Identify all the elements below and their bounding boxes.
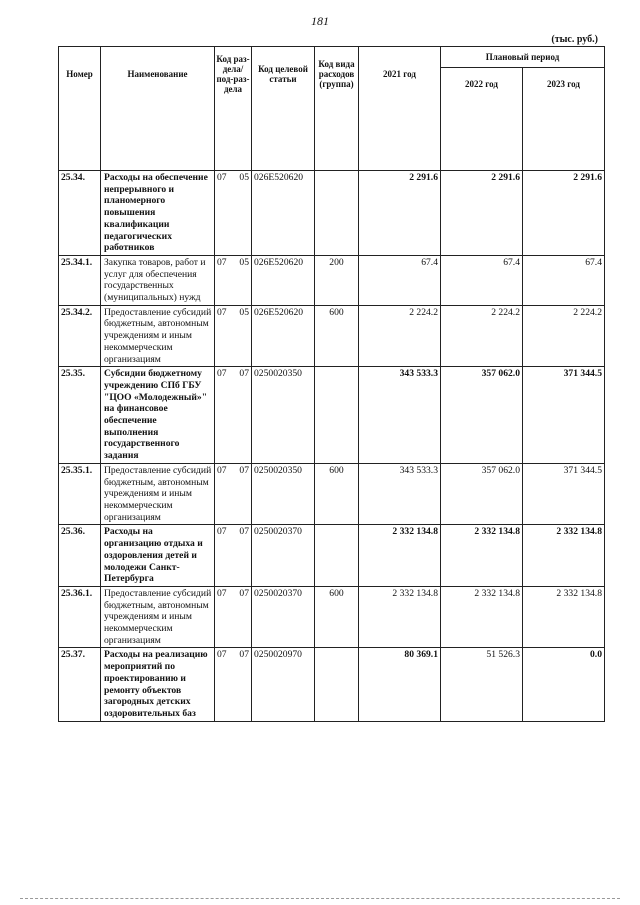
row-name: Предоставление субсидий бюджетным, автономным учреждениям и иным некоммерческим организациям bbox=[101, 586, 215, 648]
row-section: 07 05 bbox=[215, 305, 252, 367]
row-target: 026Е520620 bbox=[252, 305, 315, 367]
row-2023: 2 291.6 bbox=[523, 171, 605, 256]
row-2023: 371 344.5 bbox=[523, 463, 605, 525]
row-group bbox=[315, 525, 359, 587]
row-group: 600 bbox=[315, 305, 359, 367]
row-2021: 343 533.3 bbox=[359, 463, 441, 525]
row-2021: 2 224.2 bbox=[359, 305, 441, 367]
row-2022: 51 526.3 bbox=[441, 648, 523, 721]
row-number: 25.37. bbox=[59, 648, 101, 721]
row-2021: 2 332 134.8 bbox=[359, 586, 441, 648]
header-2023: 2023 год bbox=[523, 68, 605, 101]
header-2021: 2021 год bbox=[359, 47, 441, 101]
row-name: Закупка товаров, работ и услуг для обеспечения государственных (муниципальных) нужд bbox=[101, 255, 215, 305]
row-section: 07 07 bbox=[215, 525, 252, 587]
row-2023: 2 332 134.8 bbox=[523, 586, 605, 648]
row-2022: 357 062.0 bbox=[441, 367, 523, 464]
table-row bbox=[59, 255, 605, 305]
row-name: Расходы на организацию отдыха и оздоровления детей и молодежи Санкт-Петербурга bbox=[101, 525, 215, 587]
row-number: 25.35. bbox=[59, 367, 101, 464]
row-target: 0250020370 bbox=[252, 525, 315, 587]
table-row bbox=[59, 305, 605, 367]
row-2023: 0.0 bbox=[523, 648, 605, 721]
table-row bbox=[59, 586, 605, 648]
row-2023: 2 224.2 bbox=[523, 305, 605, 367]
row-target: 0250020370 bbox=[252, 586, 315, 648]
row-number: 25.34. bbox=[59, 171, 101, 256]
row-2022: 357 062.0 bbox=[441, 463, 523, 525]
row-2023: 371 344.5 bbox=[523, 367, 605, 464]
row-section: 07 07 bbox=[215, 367, 252, 464]
row-target: 026Е520620 bbox=[252, 171, 315, 256]
row-2021: 343 533.3 bbox=[359, 367, 441, 464]
row-group: 600 bbox=[315, 463, 359, 525]
row-2022: 2 224.2 bbox=[441, 305, 523, 367]
row-target: 0250020350 bbox=[252, 463, 315, 525]
row-name: Предоставление субсидий бюджетным, автономным учреждениям и иным некоммерческим организациям bbox=[101, 305, 215, 367]
row-2023: 2 332 134.8 bbox=[523, 525, 605, 587]
row-2023: 67.4 bbox=[523, 255, 605, 305]
row-2022: 2 291.6 bbox=[441, 171, 523, 256]
table-row bbox=[59, 525, 605, 587]
header-plan-period: Плановый период bbox=[441, 47, 605, 68]
row-name: Расходы на обеспечение непрерывного и планомерного повышения квалификации педагогических работников bbox=[101, 171, 215, 256]
table-row bbox=[59, 171, 605, 256]
page-number: 181 bbox=[311, 14, 329, 28]
row-2021: 67.4 bbox=[359, 255, 441, 305]
row-target: 0250020970 bbox=[252, 648, 315, 721]
row-target: 0250020350 bbox=[252, 367, 315, 464]
row-target: 026Е520620 bbox=[252, 255, 315, 305]
units-label: (тыс. руб.) bbox=[551, 34, 598, 45]
row-group: 200 bbox=[315, 255, 359, 305]
row-group bbox=[315, 171, 359, 256]
row-name: Расходы на реализацию мероприятий по проектированию и ремонту объектов загородных детских оздоровительных баз bbox=[101, 648, 215, 721]
header-group: Код вида расходов (группа) bbox=[315, 47, 359, 101]
table-row bbox=[59, 648, 605, 721]
row-2021: 80 369.1 bbox=[359, 648, 441, 721]
row-2021: 2 332 134.8 bbox=[359, 525, 441, 587]
header-section: Код раз-дела/ под-раз-дела bbox=[215, 47, 252, 101]
row-number: 25.34.2. bbox=[59, 305, 101, 367]
row-group bbox=[315, 648, 359, 721]
row-number: 25.34.1. bbox=[59, 255, 101, 305]
row-section: 07 07 bbox=[215, 463, 252, 525]
row-number: 25.36. bbox=[59, 525, 101, 587]
header-target: Код целевой статьи bbox=[252, 47, 315, 101]
row-2022: 67.4 bbox=[441, 255, 523, 305]
row-section: 07 07 bbox=[215, 586, 252, 648]
row-number: 25.36.1. bbox=[59, 586, 101, 648]
row-2022: 2 332 134.8 bbox=[441, 525, 523, 587]
row-name: Субсидии бюджетному учреждению СПб ГБУ "ЦОО «Молодежный»" на финансовое обеспечение выполнения государственного задания bbox=[101, 367, 215, 464]
row-2022: 2 332 134.8 bbox=[441, 586, 523, 648]
table-row bbox=[59, 367, 605, 464]
row-name: Предоставление субсидий бюджетным, автономным учреждениям и иным некоммерческим организациям bbox=[101, 463, 215, 525]
row-group: 600 bbox=[315, 586, 359, 648]
row-section: 07 07 bbox=[215, 648, 252, 721]
table-row bbox=[59, 463, 605, 525]
budget-table bbox=[58, 46, 605, 722]
row-2021: 2 291.6 bbox=[359, 171, 441, 256]
header-num: Номер bbox=[59, 47, 101, 101]
page-bottom-line bbox=[20, 898, 620, 899]
header-name: Наименование bbox=[101, 47, 215, 101]
row-section: 07 05 bbox=[215, 171, 252, 256]
row-number: 25.35.1. bbox=[59, 463, 101, 525]
header-2022: 2022 год bbox=[441, 68, 523, 101]
row-section: 07 05 bbox=[215, 255, 252, 305]
row-group bbox=[315, 367, 359, 464]
